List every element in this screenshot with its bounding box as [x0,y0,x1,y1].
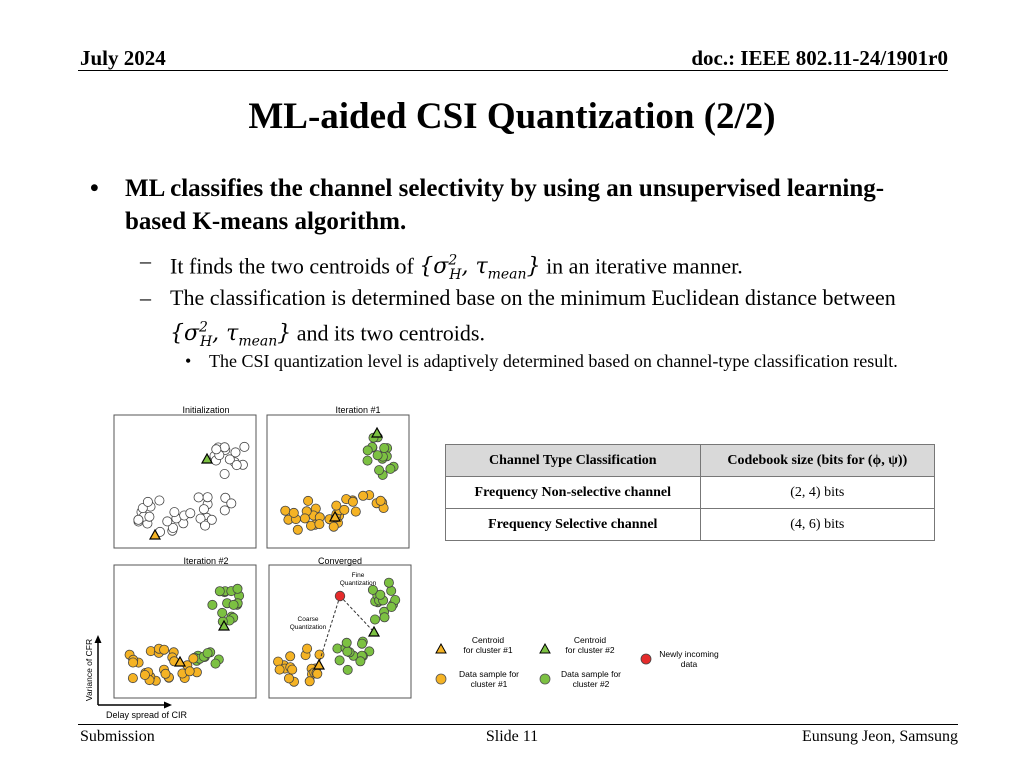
data-point [387,586,396,595]
footer-author: Eunsung Jeon, Samsung [802,728,958,745]
data-point [340,505,349,514]
sub-sub-text: The CSI quantization level is adaptively determined based on channel-type classification result. [209,351,898,371]
data-point [359,491,368,500]
dash-marker: – [140,248,151,273]
panel-title-it2: Iteration #2 [183,556,229,566]
new-data-point [335,591,345,601]
data-point [212,445,221,454]
data-point [170,508,179,517]
data-point [227,499,236,508]
dash-marker: – [140,285,151,310]
table-cell: (2, 4) bits [700,477,934,509]
data-point [315,520,324,529]
data-point [161,669,170,678]
bullet-dot: • [185,351,192,371]
bullet-main-text: ML classifies the channel selectivity by using an unsupervised learning-based K-means algorithm. [125,175,885,235]
table-header-cell: Channel Type Classification [446,445,701,477]
sub2-pre: The classification is determined base on the minimum Euclidean distance between [170,285,896,310]
data-point [128,674,137,683]
data-point [199,505,208,514]
figure-legend [436,635,719,689]
legend-sample-2-marker [540,674,550,684]
table-header-row [446,445,935,477]
data-point [384,578,393,587]
data-point [231,448,240,457]
data-point [343,647,352,656]
y-axis-label: Variance of CFR [84,638,94,702]
data-point [240,442,249,451]
data-point [140,670,149,679]
data-point [143,497,152,506]
table-cell: Frequency Selective channel [446,509,701,541]
math-set: {$\sigma^2_H$, $\tau_{mean}$} [419,253,541,283]
x-axis-arrow [164,702,172,709]
data-point [284,674,293,683]
data-point [293,525,302,534]
data-point [194,493,203,502]
data-point [304,496,313,505]
data-point [288,665,297,674]
data-point [220,506,229,515]
data-point [289,508,298,517]
data-point [220,469,229,478]
data-point [375,466,384,475]
data-point [351,507,360,516]
legend-new-data-marker [641,654,651,664]
data-point [376,590,385,599]
data-point [229,600,238,609]
data-point [128,658,137,667]
data-point [281,506,290,515]
data-point [134,515,143,524]
data-point [208,600,217,609]
sub1-post: in an iterative manner. [540,253,743,279]
data-point [185,667,194,676]
data-point [380,443,389,452]
y-axis-arrow [95,635,102,643]
data-point [160,645,169,654]
data-point [342,638,351,647]
panel-initialization [114,415,256,548]
table-row [446,477,935,509]
table-cell: (4, 6) bits [700,509,934,541]
sub2-post: and its two centroids. [291,320,485,346]
fine-quantization-label: Fine Quantization [339,572,377,587]
data-point [348,497,357,506]
data-point [186,509,195,518]
data-point [387,602,396,611]
data-point [380,613,389,622]
data-point [233,584,242,593]
data-point [363,446,372,455]
data-point [189,654,198,663]
data-point [201,521,210,530]
data-point [274,657,283,666]
x-axis-label: Delay spread of CIR [106,710,188,720]
data-point [215,587,224,596]
scatter-panels [114,415,411,698]
data-point [145,512,154,521]
data-point [211,659,220,668]
bullet-main [90,172,910,238]
data-point [163,517,172,526]
legend-centroid-1-label: Centroid for cluster #1 [463,635,513,655]
legend-sample-1-label: Data sample for cluster #1 [459,669,519,689]
data-point [370,615,379,624]
legend-centroid-2-label: Centroid for cluster #2 [565,635,615,655]
data-point [305,677,314,686]
panel-title-it1: Iteration #1 [335,405,381,415]
sub-sub-bullet [185,348,925,374]
data-point [386,464,395,473]
legend-centroid-2-marker [540,644,550,653]
slide-title: ML-aided CSI Quantization (2/2) [248,96,776,137]
data-point [155,496,164,505]
legend-sample-2-label: Data sample for cluster #2 [561,669,621,689]
data-point [335,656,344,665]
footer-slide-number: Slide 11 [485,728,539,745]
panel-title-init: Initialization [182,405,230,415]
data-point [286,652,295,661]
data-point [232,461,241,470]
data-point [303,644,312,653]
table-cell: Frequency Non-selective channel [446,477,701,509]
header-divider [78,70,948,71]
table-header-cell: Codebook size (bits for (ϕ, ψ)) [700,445,934,477]
data-point [343,665,352,674]
math-set: {$\sigma^2_H$, $\tau_{mean}$} [170,320,292,350]
coarse-quantization-label: Coarse Quantization [289,616,327,631]
data-point [373,451,382,460]
bullet-dot: • [90,175,99,202]
header-date: July 2024 [80,46,166,70]
legend-sample-1-marker [436,674,446,684]
data-point [363,456,372,465]
data-point [357,639,366,648]
sub-bullet-2 [140,283,940,357]
classification-table [445,444,935,541]
table-row [446,509,935,541]
data-point [220,443,229,452]
legend-new-data-label: Newly incoming data [659,649,719,669]
footer-submission: Submission [80,728,155,745]
data-point [376,496,385,505]
data-point [313,669,322,678]
panel-title-conv: Converged [317,556,363,566]
data-point [203,493,212,502]
data-point [306,521,315,530]
data-point [315,650,324,659]
sub1-pre: It finds the two centroids of [170,253,420,279]
header-doc-id: doc.: IEEE 802.11-24/1901r0 [691,46,948,70]
data-point [218,608,227,617]
data-point [356,657,365,666]
legend-centroid-1-marker [436,644,446,653]
data-point [275,665,284,674]
footer-divider [78,724,958,725]
data-point [329,522,338,531]
data-point [203,649,212,658]
